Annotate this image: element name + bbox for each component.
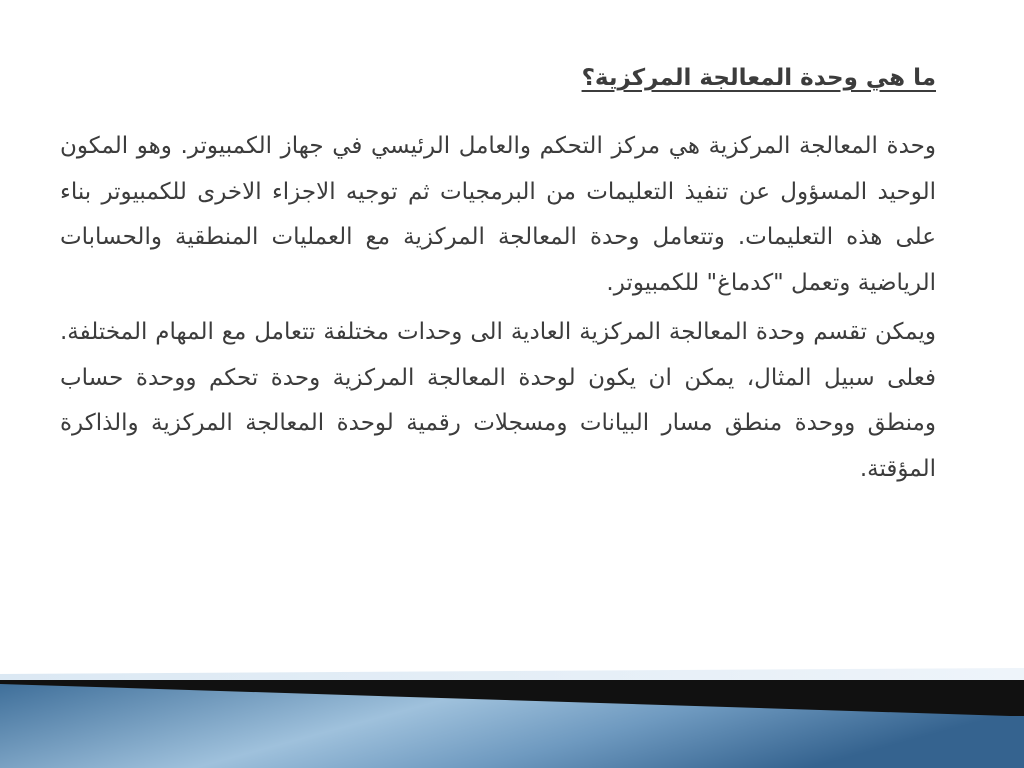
paragraph-2: ويمكن تقسم وحدة المعالجة المركزية العادية الى وحدات مختلفة تتعامل مع المهام المختلفة. فعلى سبيل المثال، يمكن ان يكون لوحدة المعالجة المركزية وحدة تحكم ووحدة حساب ومنطق ووحدة منطق مسار البيانات ومسجلات رقمية لوحدة المعالجة المركزية والذاكرة المؤقتة. (60, 319, 936, 482)
slide-title: ما هي وحدة المعالجة المركزية؟ (581, 65, 936, 91)
slide-content (60, 58, 936, 496)
paragraph-1: وحدة المعالجة المركزية هي مركز التحكم والعامل الرئيسي في جهاز الكمبيوتر. وهو المكون الوحيد المسؤول عن تنفيذ التعليمات من البرمجيات ثم توجيه الاجزاء الاخرى للكمبيوتر بناء على هذه التعليمات. وتتعامل وحدة المعالجة المركزية مع العمليات المنطقية والحسابات الرياضية وتعمل "كدماغ" للكمبيوتر. (60, 133, 936, 296)
footer-decoration (0, 660, 1024, 768)
